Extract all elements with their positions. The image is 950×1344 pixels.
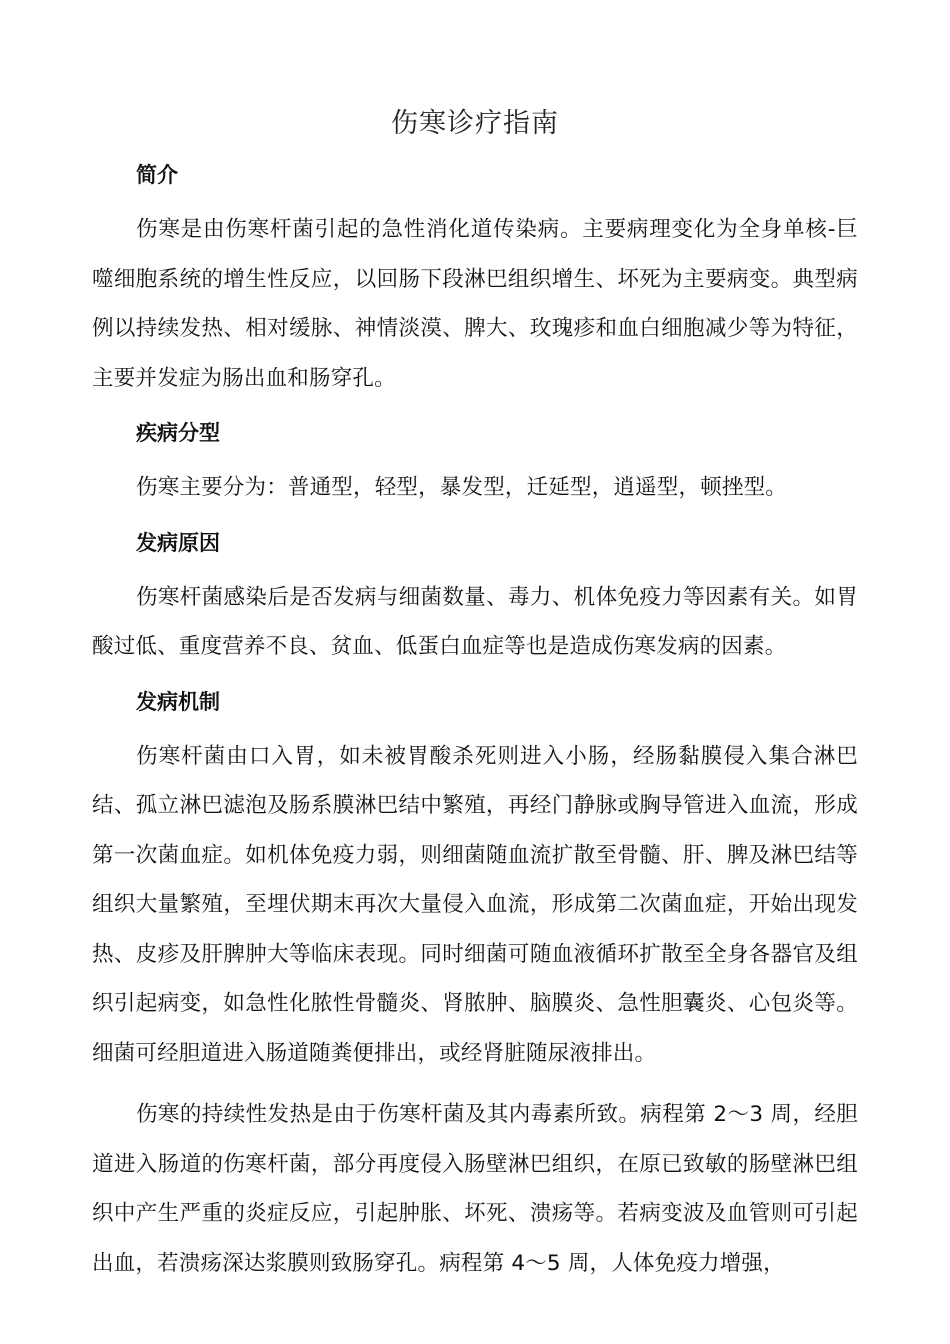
section-heading: 简介 xyxy=(136,163,178,187)
paragraph: 伤寒杆菌感染后是否发病与细菌数量、毒力、机体免疫力等因素有关。如胃酸过低、重度营养不良、贫血、低蛋白血症等也是造成伤寒发病的因素。 xyxy=(92,584,858,659)
document-body xyxy=(92,157,858,1300)
section-etiology xyxy=(92,525,858,672)
section-pathogenesis xyxy=(92,684,858,1289)
section-heading: 发病原因 xyxy=(136,530,220,555)
paragraph: 伤寒主要分为：普通型，轻型，暴发型，迁延型，逍遥型，顿挫型。 xyxy=(136,475,788,500)
document-title: 伤寒诊疗指南 xyxy=(391,108,559,139)
paragraph: 伤寒是由伤寒杆菌引起的急性消化道传染病。主要病理变化为全身单核-巨噬细胞系统的增生性反应，以回肠下段淋巴组织增生、坏死为主要病变。典型病例以持续发热、相对缓脉、神情淡漠、脾大、玫瑰疹和血白细胞减少等为特征，主要并发症为肠出血和肠穿孔。 xyxy=(92,217,858,391)
section-classification xyxy=(92,415,858,513)
section-heading: 疾病分型 xyxy=(136,421,220,445)
section-intro xyxy=(92,157,858,403)
paragraph: 伤寒的持续性发热是由于伤寒杆菌及其内毒素所致。病程第 2～3 周，经胆道进入肠道的伤寒杆菌，部分再度侵入肠壁淋巴组织，在原已致敏的肠壁淋巴组织中产生严重的炎症反应，引起肿胀、坏死、溃疡等。若病变波及血管则可引起出血，若溃疡深达浆膜则致肠穿孔。病程第 4～5 周，人体免疫力增强， xyxy=(92,1102,858,1276)
paragraph: 伤寒杆菌由口入胃，如未被胃酸杀死则进入小肠，经肠黏膜侵入集合淋巴结、孤立淋巴滤泡及肠系膜淋巴结中繁殖，再经门静脉或胸导管进入血流，形成第一次菌血症。如机体免疫力弱，则细菌随血流扩散至骨髓、肝、脾及淋巴结等组织大量繁殖，至埋伏期末再次大量侵入血流，形成第二次菌血症，开始出现发热、皮疹及肝脾肿大等临床表现。同时细菌可随血液循环扩散至全身各器官及组织引起病变，如急性化脓性骨髓炎、肾脓肿、脑膜炎、急性胆囊炎、心包炎等。细菌可经胆道进入肠道随粪便排出，或经肾脏随尿液排出。 xyxy=(92,743,858,1066)
section-heading: 发病机制 xyxy=(136,689,220,714)
